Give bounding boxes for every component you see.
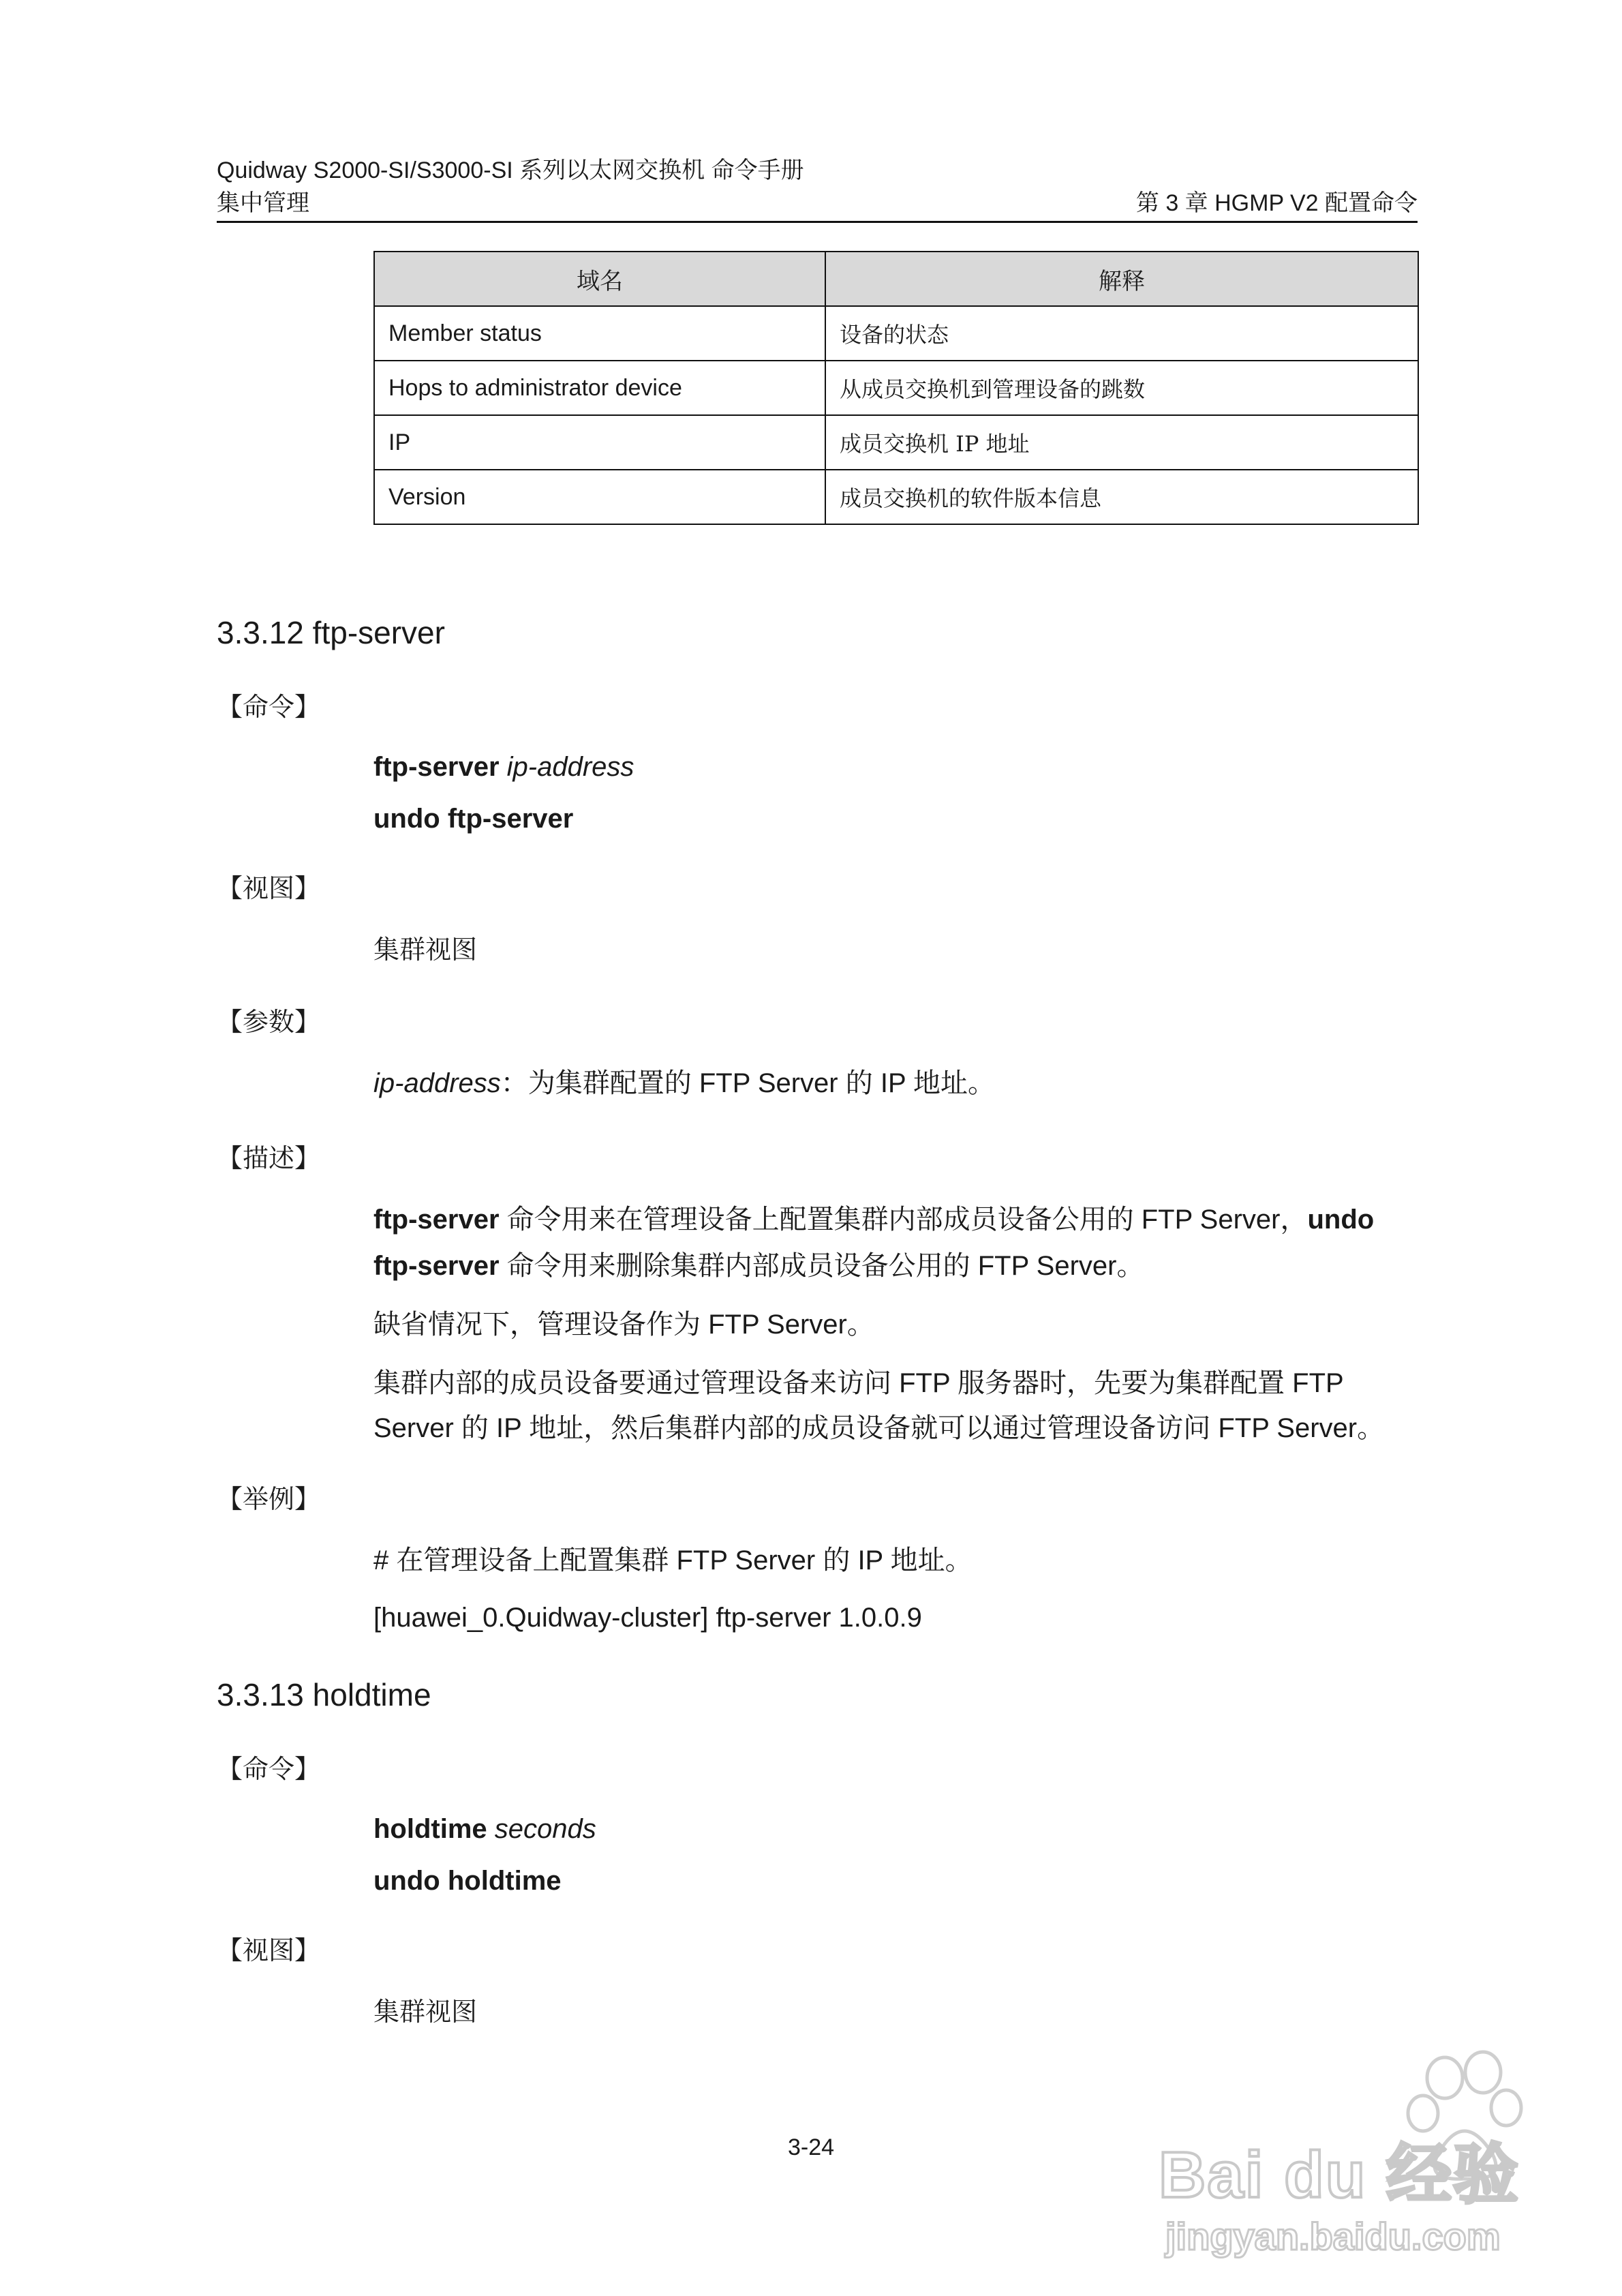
command-syntax	[373, 749, 634, 785]
page-number: 3-24	[787, 2134, 835, 2160]
table-cell-desc: 从成员交换机到管理设备的跳数	[825, 361, 1418, 415]
description-line: 集群内部的成员设备要通过管理设备来访问 FTP 服务器时，先要为集群配置 FTP	[373, 1368, 1344, 1398]
header-divider	[217, 221, 1418, 223]
table-header-cell: 解释	[825, 252, 1418, 306]
description-line: Server 的 IP 地址，然后集群内部的成员设备就可以通过管理设备访问 FTP Server。	[373, 1413, 1385, 1443]
table-cell-field: Version	[374, 470, 825, 524]
command-argument: seconds	[494, 1814, 596, 1844]
description-text: 命令用来在管理设备上配置集群内部成员设备公用的 FTP Server，	[499, 1205, 1308, 1235]
parameter-description	[373, 1065, 995, 1102]
label-view: 【视图】	[217, 1935, 321, 1965]
description-keyword: ftp-server	[373, 1205, 500, 1235]
description-keyword: undo	[1307, 1205, 1375, 1235]
command-keyword: ftp-server	[373, 752, 500, 782]
table-row	[374, 306, 1418, 361]
description-text: 命令用来删除集群内部成员设备公用的 FTP Server。	[499, 1251, 1144, 1281]
label-description: 【描述】	[217, 1143, 321, 1173]
table-cell-field: Hops to administrator device	[374, 361, 825, 415]
description-line	[373, 1201, 1374, 1238]
example-command: [huawei_0.Quidway-cluster] ftp-server 1.0.0.9	[373, 1603, 922, 1633]
table-cell-desc: 设备的状态	[825, 306, 1418, 361]
table-cell-field: IP	[374, 415, 825, 470]
undo-command-keyword: undo holdtime	[373, 1866, 562, 1896]
command-syntax	[373, 1811, 596, 1847]
table-header-row	[374, 252, 1418, 306]
command-keyword: holdtime	[373, 1814, 487, 1844]
view-text: 集群视图	[373, 1997, 478, 2027]
label-example: 【举例】	[217, 1484, 321, 1514]
watermark-brand: Bai du 经验	[1159, 2139, 1520, 2211]
description-line	[373, 1248, 1144, 1284]
parameter-name: ip-address	[373, 1068, 501, 1098]
section-heading-ftp-server: 3.3.12 ftp-server	[217, 615, 445, 650]
label-parameter: 【参数】	[217, 1007, 321, 1037]
parameter-text: ：为集群配置的 FTP Server 的 IP 地址。	[500, 1068, 996, 1098]
undo-command-syntax	[373, 800, 573, 837]
label-command: 【命令】	[217, 1754, 321, 1784]
label-view: 【视图】	[217, 873, 321, 903]
label-command: 【命令】	[217, 692, 321, 722]
example-comment: # 在管理设备上配置集群 FTP Server 的 IP 地址。	[373, 1545, 973, 1575]
undo-command-keyword: undo ftp-server	[373, 804, 574, 834]
table-cell-field: Member status	[374, 306, 825, 361]
watermark-url: jingyan.baidu.com	[1165, 2215, 1501, 2258]
header-chapter: 第 3 章 HGMP V2 配置命令	[1135, 190, 1418, 216]
undo-command-syntax	[373, 1862, 562, 1899]
view-text: 集群视图	[373, 935, 478, 965]
table-header-cell: 域名	[374, 252, 825, 306]
field-table	[373, 251, 1419, 525]
description-keyword: ftp-server	[373, 1251, 500, 1281]
table-cell-desc: 成员交换机的软件版本信息	[825, 470, 1418, 524]
table-cell-desc: 成员交换机 IP 地址	[825, 415, 1418, 470]
header-title: Quidway S2000-SI/S3000-SI 系列以太网交换机 命令手册	[217, 157, 804, 183]
section-heading-holdtime: 3.3.13 holdtime	[217, 1677, 431, 1712]
command-argument: ip-address	[506, 752, 634, 782]
header-subtitle: 集中管理	[217, 190, 309, 216]
table-row	[374, 415, 1418, 470]
table-row	[374, 470, 1418, 524]
description-line: 缺省情况下，管理设备作为 FTP Server。	[373, 1310, 874, 1340]
table-row	[374, 361, 1418, 415]
